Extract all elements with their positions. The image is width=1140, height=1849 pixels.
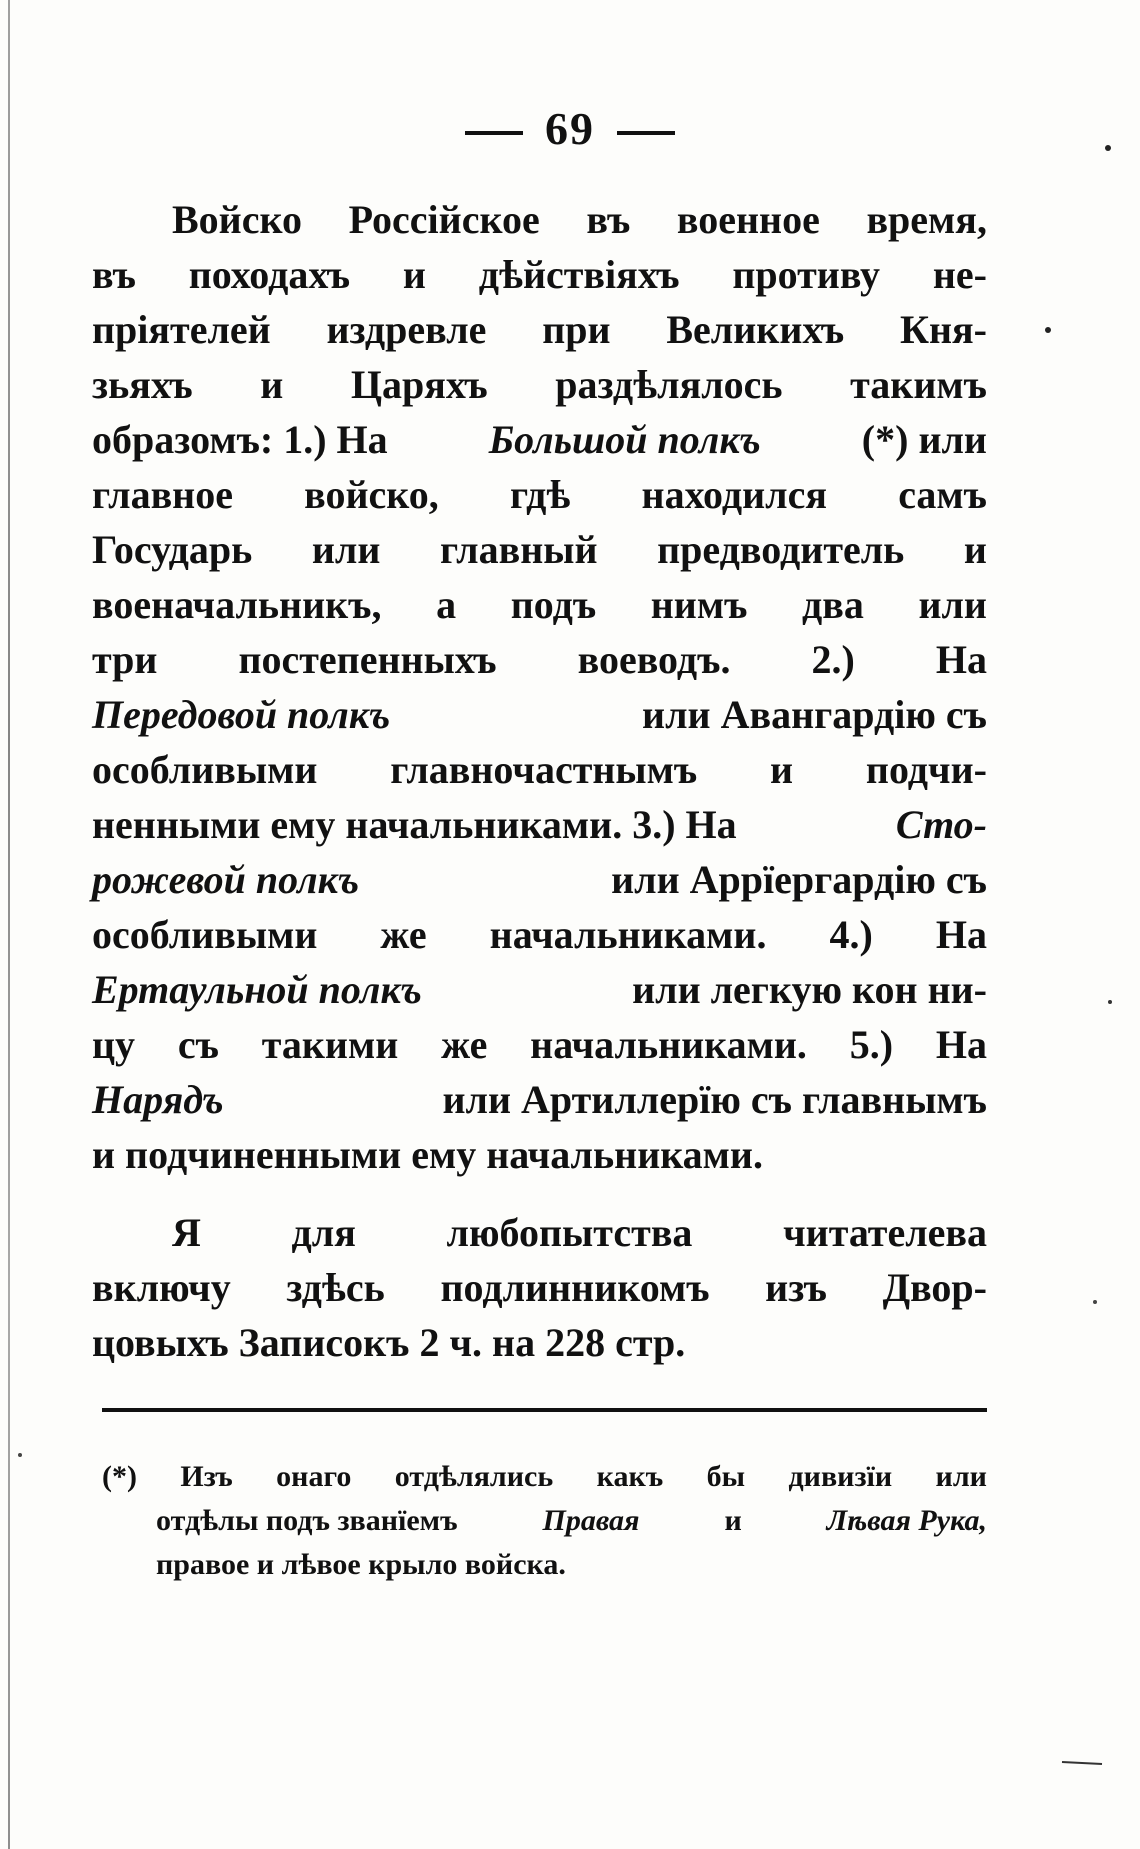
text-line [92,357,987,412]
text-line [92,1205,987,1260]
text-line [92,1315,987,1370]
text-run: и [716,1504,750,1537]
text-run: отдѣлы подъ званїемъ [156,1504,466,1537]
text-run: или Артиллерїю съ главнымъ [432,1077,987,1122]
italic-term: Сто- [895,802,987,847]
left-dash [465,131,523,135]
text-line [92,852,987,907]
text-run: главное войско, гдѣ находился самъ [92,472,987,517]
italic-term: Большой полкъ [488,417,761,462]
text-run: Государь или главный предводитель и [92,527,987,572]
text-line [92,302,987,357]
text-run: Я для любопытства читателева [172,1210,987,1255]
text-line [102,1455,987,1499]
text-run: включу здѣсь подлинникомъ изъ Двор- [92,1265,987,1310]
footnote-rule [102,1408,987,1412]
text-line [92,632,987,687]
text-run: зьяхъ и Царяхъ раздѣлялось такимъ [92,362,987,407]
text-run: и подчиненными ему начальниками. [92,1132,763,1177]
text-run: пріятелей издревле при Великихъ Кня- [92,307,987,352]
text-run: цу съ такими же начальниками. 5.) На [92,1022,987,1067]
text-line [92,522,987,577]
page-number-header [0,102,1140,155]
text-run: или легкую кон ни- [622,967,987,1012]
text-run: три постепенныхъ воеводъ. 2.) На [92,637,987,682]
italic-term: Передовой полкъ [92,692,391,737]
text-line [102,1543,987,1587]
text-line [92,1127,987,1182]
text-run: ненными ему начальниками. 3.) На [92,802,747,847]
text-line [92,412,987,467]
text-run: (*) Изъ онаго отдѣлялись какъ бы дивизїи или [102,1460,987,1493]
scan-edge-shadow [8,0,10,1849]
right-dash [617,131,675,135]
text-line [92,1072,987,1127]
text-line [92,687,987,742]
main-paragraph [92,192,987,1182]
text-line [102,1499,987,1543]
text-line [92,907,987,962]
text-run: или Аррїергардію съ [601,857,987,902]
text-run: правое и лѣвое крыло войска. [156,1548,566,1581]
text-run: образомъ: 1.) На [92,417,398,462]
italic-term: Нарядъ [92,1077,224,1122]
text-run: въ походахъ и дѣйствіяхъ противу не- [92,252,987,297]
text-line [92,577,987,632]
italic-term: Правая [542,1504,640,1537]
italic-term: рожевой полкъ [92,857,360,902]
text-run: цовыхъ Записокъ 2 ч. на 228 стр. [92,1320,686,1365]
text-run: или Авангардію съ [632,692,987,737]
italic-term: Ертаульной полкъ [92,967,422,1012]
text-run: Войско Россійское въ военное время, [172,197,987,242]
second-paragraph [92,1205,987,1370]
text-line [92,192,987,247]
text-run: (*) или [851,417,987,462]
text-line [92,467,987,522]
text-run: особливыми же начальниками. 4.) На [92,912,987,957]
footnote [102,1455,987,1587]
text-line [92,797,987,852]
text-run: военачальникъ, а подъ нимъ два или [92,582,987,627]
text-line [92,1017,987,1072]
text-run: особливыми главночастнымъ и подчи- [92,747,987,792]
text-line [92,247,987,302]
text-line [92,742,987,797]
italic-term: Лѣвая Рука, [826,1504,987,1537]
text-line [92,1260,987,1315]
page-number: 69 [545,103,595,154]
text-line [92,962,987,1017]
